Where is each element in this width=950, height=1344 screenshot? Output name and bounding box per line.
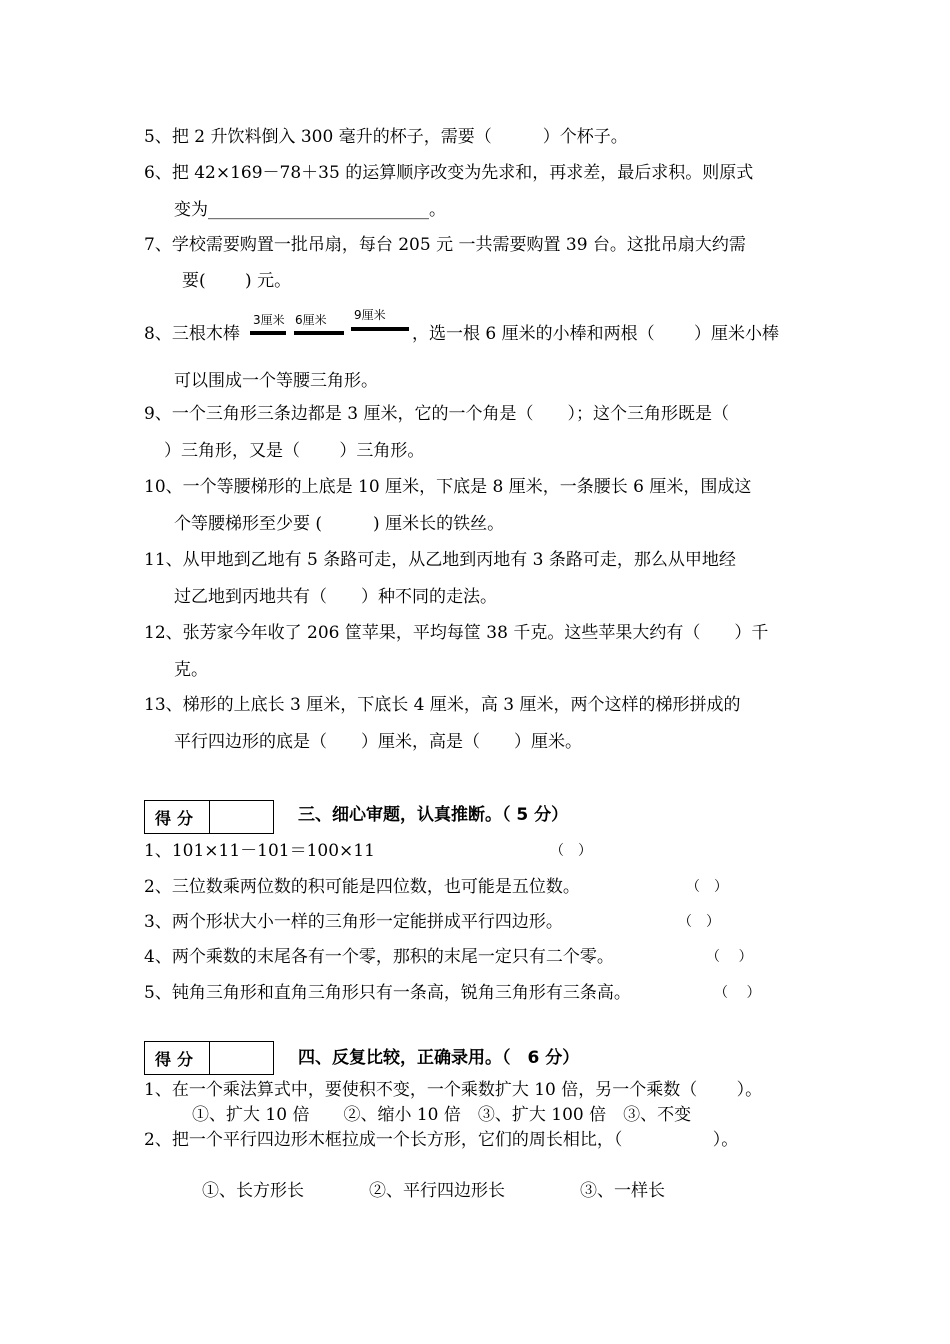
choice-question-1-options: ①、扩大 10 倍 ②、缩小 10 倍 ③、扩大 100 倍 ③、不变 xyxy=(192,1105,692,1125)
section-4-score-label: 得分 xyxy=(145,1042,210,1074)
question-6-line-2: 变为__________________________。 xyxy=(174,200,446,220)
question-10-line-1: 10、一个等腰梯形的上底是 10 厘米，下底是 8 厘米，一条腰长 6 厘米，围成这 xyxy=(144,477,752,497)
judge-item-5: 5、钝角三角形和直角三角形只有一条高，锐角三角形有三条高。 xyxy=(144,983,631,1003)
question-12-line-2: 克。 xyxy=(174,660,208,680)
question-11-line-2: 过乙地到丙地共有（ ）种不同的走法。 xyxy=(174,587,497,607)
question-9-line-2: ）三角形，又是（ ）三角形。 xyxy=(164,441,425,461)
section-4-score-field[interactable] xyxy=(210,1042,273,1074)
choice-question-2: 2、把一个平行四边形木框拉成一个长方形，它们的周长相比，（ ）。 xyxy=(144,1130,739,1150)
stick-2-label: 6厘米 xyxy=(295,313,327,327)
judge-item-3: 3、两个形状大小一样的三角形一定能拼成平行四边形。 xyxy=(144,912,563,932)
section-3-score-field[interactable] xyxy=(210,801,273,833)
judge-item-1: 1、101×11－101＝100×11 xyxy=(144,841,375,861)
question-8-line-2: 可以围成一个等腰三角形。 xyxy=(174,371,378,391)
section-3-title: 三、细心审题，认真推断。（ 5 分） xyxy=(298,805,569,825)
question-12-line-1: 12、张芳家今年收了 206 筐苹果，平均每筐 38 千克。这些苹果大约有（ ）千 xyxy=(144,623,769,643)
question-13-line-2: 平行四边形的底是（ ）厘米，高是（ ）厘米。 xyxy=(174,732,582,752)
choice-2-option-2: ②、平行四边形长 xyxy=(369,1181,505,1201)
stick-2 xyxy=(294,331,344,335)
section-4-score-box xyxy=(144,1041,274,1075)
judge-item-4: 4、两个乘数的末尾各有一个零，那积的末尾一定只有二个零。 xyxy=(144,947,614,967)
question-8-prefix: 8、三根木棒 xyxy=(144,324,240,344)
section-3-score-label: 得分 xyxy=(145,801,210,833)
question-10-line-2: 个等腰梯形至少要 ( ) 厘米长的铁丝。 xyxy=(174,514,505,534)
judge-item-4-bracket[interactable]: （ ） xyxy=(706,949,753,965)
judge-item-1-bracket[interactable]: （ ） xyxy=(550,843,592,859)
question-7-line-1: 7、学校需要购置一批吊扇，每台 205 元 一共需要购置 39 台。这批吊扇大约需 xyxy=(144,235,746,255)
choice-2-option-1: ①、长方形长 xyxy=(202,1181,304,1201)
question-9-line-1: 9、一个三角形三条边都是 3 厘米，它的一个角是（ ）；这个三角形既是（ xyxy=(144,404,729,424)
question-11-line-1: 11、从甲地到乙地有 5 条路可走，从乙地到丙地有 3 条路可走，那么从甲地经 xyxy=(144,550,736,570)
judge-item-5-bracket[interactable]: （ ） xyxy=(714,985,761,1001)
judge-item-2-bracket[interactable]: （ ） xyxy=(686,879,728,895)
question-13-line-1: 13、梯形的上底长 3 厘米，下底长 4 厘米，高 3 厘米，两个这样的梯形拼成的 xyxy=(144,695,741,715)
judge-item-3-bracket[interactable]: （ ） xyxy=(678,914,720,930)
question-8-suffix: ，选一根 6 厘米的小棒和两根（ ）厘米小棒 xyxy=(412,324,780,344)
stick-3-label: 9厘米 xyxy=(354,308,386,322)
section-3-score-box xyxy=(144,800,274,834)
choice-2-option-3: ③、一样长 xyxy=(580,1181,665,1201)
section-4-title: 四、反复比较，正确录用。（ 6 分） xyxy=(298,1048,580,1068)
stick-1-label: 3厘米 xyxy=(253,313,285,327)
stick-3 xyxy=(351,327,409,331)
question-7-line-2: 要( ) 元。 xyxy=(182,271,292,291)
choice-question-1: 1、在一个乘法算式中，要使积不变，一个乘数扩大 10 倍，另一个乘数（ ）。 xyxy=(144,1080,763,1100)
judge-item-2: 2、三位数乘两位数的积可能是四位数，也可能是五位数。 xyxy=(144,877,580,897)
stick-1 xyxy=(250,331,286,335)
question-6-line-1: 6、把 42×169－78＋35 的运算顺序改变为先求和，再求差，最后求积。则原式 xyxy=(144,163,754,183)
question-5: 5、把 2 升饮料倒入 300 毫升的杯子，需要（ ）个杯子。 xyxy=(144,127,628,147)
